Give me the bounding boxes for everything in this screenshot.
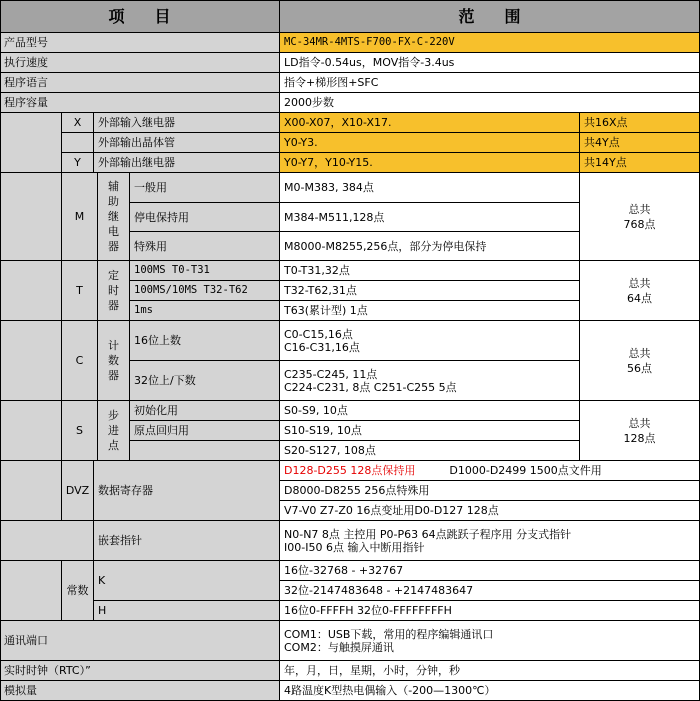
c-vertical-label: 计 数 器	[98, 321, 130, 401]
io-x-range: X00-X07，X10-X17.	[280, 113, 580, 133]
value-capacity: 2000步数	[280, 93, 700, 113]
io-y4-name: 外部输出晶体管	[94, 133, 280, 153]
t-blank	[0, 261, 62, 321]
io-x-letter: X	[62, 113, 94, 133]
io-y14-total: 共14Y点	[580, 153, 700, 173]
d-file-range: D1000-D2499 1500点文件用	[449, 464, 602, 477]
value-language: 指令+梯形图+SFC	[280, 73, 700, 93]
s-range-1: S0-S9, 10点	[280, 401, 580, 421]
const-blank	[0, 561, 62, 621]
label-model: 产品型号	[0, 33, 280, 53]
t-sub-1ms: 1ms	[130, 301, 280, 321]
s-total: 总共 128点	[580, 401, 700, 461]
d-line-2: D8000-D8255 256点特殊用	[280, 481, 700, 501]
d-line-3: V7-V0 Z7-Z0 16点变址用D0-D127 128点	[280, 501, 700, 521]
const-h-range: 16位0-FFFFH 32位0-FFFFFFFFH	[280, 601, 700, 621]
io-y4-range: Y0-Y3.	[280, 133, 580, 153]
s-blank	[0, 401, 62, 461]
io-y14-name: 外部输出继电器	[94, 153, 280, 173]
io-y-letter: Y	[62, 153, 94, 173]
s-sub-blank	[130, 441, 280, 461]
d-retentive-range: D128-D255 128点保持用	[284, 464, 416, 477]
d-letter: DVZ	[62, 461, 94, 521]
const-k-16bit: 16位-32768 - +32767	[280, 561, 700, 581]
m-sub-retentive: 停电保持用	[130, 203, 280, 232]
io-blank	[0, 113, 62, 173]
label-rtc: 实时时钟（RTC）”	[0, 661, 280, 681]
value-speed: LD指令-0.54us，MOV指令-3.4us	[280, 53, 700, 73]
d-name: 数据寄存器	[94, 461, 280, 521]
const-h: H	[94, 601, 280, 621]
m-sub-special: 特殊用	[130, 232, 280, 261]
t-range-3: T63(累计型) 1点	[280, 301, 580, 321]
t-total: 总共 64点	[580, 261, 700, 321]
value-comm: COM1：USB下载，常用的程序编辑通讯口 COM2：与触摸屏通讯	[280, 621, 700, 661]
io-y4-total: 共4Y点	[580, 133, 700, 153]
t-sub-100ms-10ms: 100MS/10MS T32-T62	[130, 281, 280, 301]
m-sub-general: 一般用	[130, 173, 280, 203]
label-language: 程序语言	[0, 73, 280, 93]
value-model: MC-34MR-4MTS-F700-FX-C-220V	[280, 33, 700, 53]
header-item: 项目	[0, 0, 280, 33]
m-vertical-label: 辅 助 继 电 器	[98, 173, 130, 261]
m-range-retentive: M384-M511,128点	[280, 203, 580, 232]
s-letter: S	[62, 401, 98, 461]
m-blank	[0, 173, 62, 261]
s-range-2: S10-S19, 10点	[280, 421, 580, 441]
label-comm: 通讯端口	[0, 621, 280, 661]
io-y14-range: Y0-Y7，Y10-Y15.	[280, 153, 580, 173]
c-blank	[0, 321, 62, 401]
label-speed: 执行速度	[0, 53, 280, 73]
d-blank	[0, 461, 62, 521]
t-vertical-label: 定 时 器	[98, 261, 130, 321]
m-range-general: M0-M383, 384点	[280, 173, 580, 203]
c-range-16bit: C0-C15,16点 C16-C31,16点	[280, 321, 580, 361]
m-total: 总共 768点	[580, 173, 700, 261]
s-range-3: S20-S127, 108点	[280, 441, 580, 461]
t-sub-100ms: 100MS T0-T31	[130, 261, 280, 281]
const-name: 常数	[62, 561, 94, 621]
s-sub-origin: 原点回归用	[130, 421, 280, 441]
nest-value: N0-N7 8点 主控用 P0-P63 64点跳跃子程序用 分支式指针 I00-I50 6点 输入中断用指针	[280, 521, 700, 561]
c-sub-32bit: 32位上/下数	[130, 361, 280, 401]
c-sub-16bit: 16位上数	[130, 321, 280, 361]
const-k: K	[94, 561, 280, 601]
m-range-special: M8000-M8255,256点，部分为停电保持	[280, 232, 580, 261]
s-sub-init: 初始化用	[130, 401, 280, 421]
d-line-1	[280, 461, 700, 481]
c-total: 总共 56点	[580, 321, 700, 401]
nest-blank	[0, 521, 94, 561]
m-letter: M	[62, 173, 98, 261]
label-analog: 模拟量	[0, 681, 280, 701]
t-letter: T	[62, 261, 98, 321]
c-letter: C	[62, 321, 98, 401]
const-k-32bit: 32位-2147483648 - +2147483647	[280, 581, 700, 601]
io-y4-letter	[62, 133, 94, 153]
nest-name: 嵌套指针	[94, 521, 280, 561]
io-x-total: 共16X点	[580, 113, 700, 133]
value-rtc: 年，月，日，星期，小时，分钟，秒	[280, 661, 700, 681]
t-range-1: T0-T31,32点	[280, 261, 580, 281]
value-analog: 4路温度K型热电偶输入（-200—1300℃）	[280, 681, 700, 701]
c-range-32bit: C235-C245, 11点 C224-C231, 8点 C251-C255 5点	[280, 361, 580, 401]
t-range-2: T32-T62,31点	[280, 281, 580, 301]
label-capacity: 程序容量	[0, 93, 280, 113]
s-vertical-label: 步 进 点	[98, 401, 130, 461]
io-x-name: 外部输入继电器	[94, 113, 280, 133]
header-range: 范围	[280, 0, 700, 33]
